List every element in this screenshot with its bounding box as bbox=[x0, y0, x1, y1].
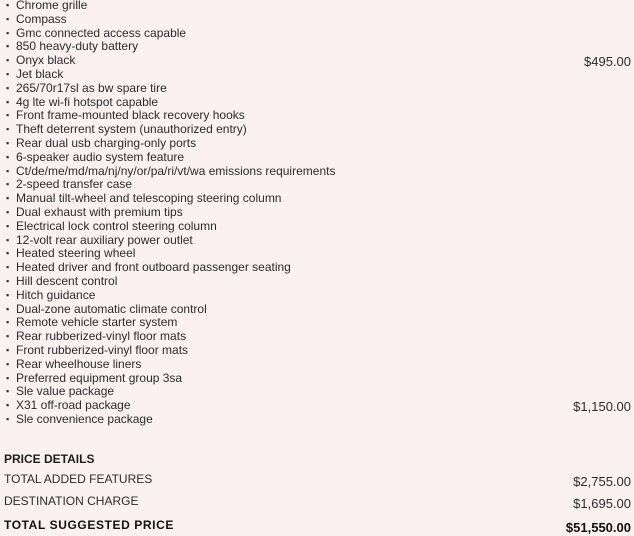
bullet-icon: ▪ bbox=[6, 193, 10, 204]
feature-label: 12-volt rear auxiliary power outlet bbox=[16, 232, 193, 247]
feature-item bbox=[0, 151, 634, 165]
feature-item bbox=[0, 54, 634, 68]
bullet-icon: ▪ bbox=[6, 220, 10, 231]
feature-item bbox=[0, 109, 634, 123]
destination-charge-row bbox=[0, 494, 634, 512]
feature-item bbox=[0, 123, 634, 137]
feature-label: Front rubberized-vinyl floor mats bbox=[16, 342, 189, 357]
feature-label: Hitch guidance bbox=[16, 287, 96, 302]
feature-item bbox=[0, 399, 634, 413]
feature-label: Ct/de/me/md/ma/nj/ny/or/pa/ri/vt/wa emissions requirements bbox=[16, 163, 336, 178]
feature-label: X31 off-road package bbox=[16, 398, 131, 413]
bullet-icon: ▪ bbox=[6, 0, 10, 10]
total-suggested-price-label: TOTAL SUGGESTED PRICE bbox=[4, 518, 174, 532]
feature-item bbox=[0, 96, 634, 110]
feature-label: Sle value package bbox=[16, 384, 115, 399]
feature-item bbox=[0, 247, 634, 261]
feature-price: $495.00 bbox=[584, 54, 631, 70]
bullet-icon: ▪ bbox=[6, 400, 10, 411]
feature-label: 4g lte wi-fi hotspot capable bbox=[16, 94, 159, 109]
feature-label: Preferred equipment group 3sa bbox=[16, 370, 183, 385]
bullet-icon: ▪ bbox=[6, 289, 10, 300]
bullet-icon: ▪ bbox=[6, 248, 10, 259]
feature-item bbox=[0, 68, 634, 82]
feature-label: Dual-zone automatic climate control bbox=[16, 301, 207, 316]
bullet-icon: ▪ bbox=[6, 137, 10, 148]
bullet-icon: ▪ bbox=[6, 110, 10, 121]
feature-item bbox=[0, 82, 634, 96]
total-added-features-row bbox=[0, 472, 634, 490]
feature-label: Hill descent control bbox=[16, 273, 118, 288]
total-added-features-label: TOTAL ADDED FEATURES bbox=[4, 472, 153, 486]
feature-label: Electrical lock control steering column bbox=[16, 218, 217, 233]
feature-item bbox=[0, 372, 634, 386]
feature-label: 850 heavy-duty battery bbox=[16, 39, 139, 54]
feature-label: 2-speed transfer case bbox=[16, 177, 133, 192]
feature-item bbox=[0, 220, 634, 234]
bullet-icon: ▪ bbox=[6, 386, 10, 397]
feature-item bbox=[0, 192, 634, 206]
feature-item bbox=[0, 344, 634, 358]
bullet-icon: ▪ bbox=[6, 13, 10, 24]
feature-item bbox=[0, 234, 634, 248]
bullet-icon: ▪ bbox=[6, 234, 10, 245]
bullet-icon: ▪ bbox=[6, 344, 10, 355]
bullet-icon: ▪ bbox=[6, 55, 10, 66]
bullet-icon: ▪ bbox=[6, 262, 10, 273]
feature-label: Compass bbox=[16, 11, 67, 26]
bullet-icon: ▪ bbox=[6, 179, 10, 190]
feature-item bbox=[0, 13, 634, 27]
feature-item bbox=[0, 261, 634, 275]
feature-item bbox=[0, 358, 634, 372]
feature-label: Chrome grille bbox=[16, 0, 88, 12]
feature-label: Sle convenience package bbox=[16, 411, 153, 426]
feature-label: Remote vehicle starter system bbox=[16, 315, 178, 330]
feature-label: Theft deterrent system (unauthorized entry) bbox=[16, 122, 247, 137]
destination-charge-value: $1,695.00 bbox=[573, 496, 631, 511]
feature-label: Manual tilt-wheel and telescoping steering column bbox=[16, 191, 282, 206]
feature-label: Onyx black bbox=[16, 53, 76, 68]
feature-price: $1,150.00 bbox=[573, 399, 631, 415]
feature-label: Front frame-mounted black recovery hooks bbox=[16, 108, 245, 123]
feature-label: Rear rubberized-vinyl floor mats bbox=[16, 329, 187, 344]
feature-item bbox=[0, 137, 634, 151]
bullet-icon: ▪ bbox=[6, 68, 10, 79]
bullet-icon: ▪ bbox=[6, 413, 10, 424]
feature-item bbox=[0, 165, 634, 179]
bullet-icon: ▪ bbox=[6, 96, 10, 107]
bullet-icon: ▪ bbox=[6, 41, 10, 52]
bullet-icon: ▪ bbox=[6, 151, 10, 162]
bullet-icon: ▪ bbox=[6, 331, 10, 342]
bullet-icon: ▪ bbox=[6, 165, 10, 176]
bullet-icon: ▪ bbox=[6, 372, 10, 383]
feature-item bbox=[0, 289, 634, 303]
feature-label: Jet black bbox=[16, 66, 64, 81]
feature-item bbox=[0, 206, 634, 220]
total-suggested-price-value: $51,550.00 bbox=[565, 520, 631, 535]
feature-label: Rear dual usb charging-only ports bbox=[16, 135, 197, 150]
price-details-heading: PRICE DETAILS bbox=[4, 452, 95, 466]
feature-item bbox=[0, 385, 634, 399]
bullet-icon: ▪ bbox=[6, 303, 10, 314]
feature-label: 6-speaker audio system feature bbox=[16, 149, 185, 164]
feature-label: Heated steering wheel bbox=[16, 246, 136, 261]
bullet-icon: ▪ bbox=[6, 82, 10, 93]
feature-label: Rear wheelhouse liners bbox=[16, 356, 142, 371]
bullet-icon: ▪ bbox=[6, 27, 10, 38]
bullet-icon: ▪ bbox=[6, 124, 10, 135]
feature-item bbox=[0, 330, 634, 344]
bullet-icon: ▪ bbox=[6, 317, 10, 328]
bullet-icon: ▪ bbox=[6, 206, 10, 217]
bullet-icon: ▪ bbox=[6, 358, 10, 369]
total-added-features-value: $2,755.00 bbox=[573, 474, 631, 489]
feature-item bbox=[0, 316, 634, 330]
feature-item bbox=[0, 178, 634, 192]
feature-item bbox=[0, 40, 634, 54]
feature-item bbox=[0, 0, 634, 13]
feature-item bbox=[0, 27, 634, 41]
feature-item bbox=[0, 303, 634, 317]
feature-label: Gmc connected access capable bbox=[16, 25, 187, 40]
feature-label: Heated driver and front outboard passenger seating bbox=[16, 260, 291, 275]
feature-item bbox=[0, 413, 634, 427]
feature-label: 265/70r17sl as bw spare tire bbox=[16, 80, 167, 95]
total-suggested-price-row bbox=[0, 518, 634, 536]
bullet-icon: ▪ bbox=[6, 275, 10, 286]
feature-item bbox=[0, 275, 634, 289]
feature-label: Dual exhaust with premium tips bbox=[16, 204, 183, 219]
destination-charge-label: DESTINATION CHARGE bbox=[4, 494, 139, 508]
